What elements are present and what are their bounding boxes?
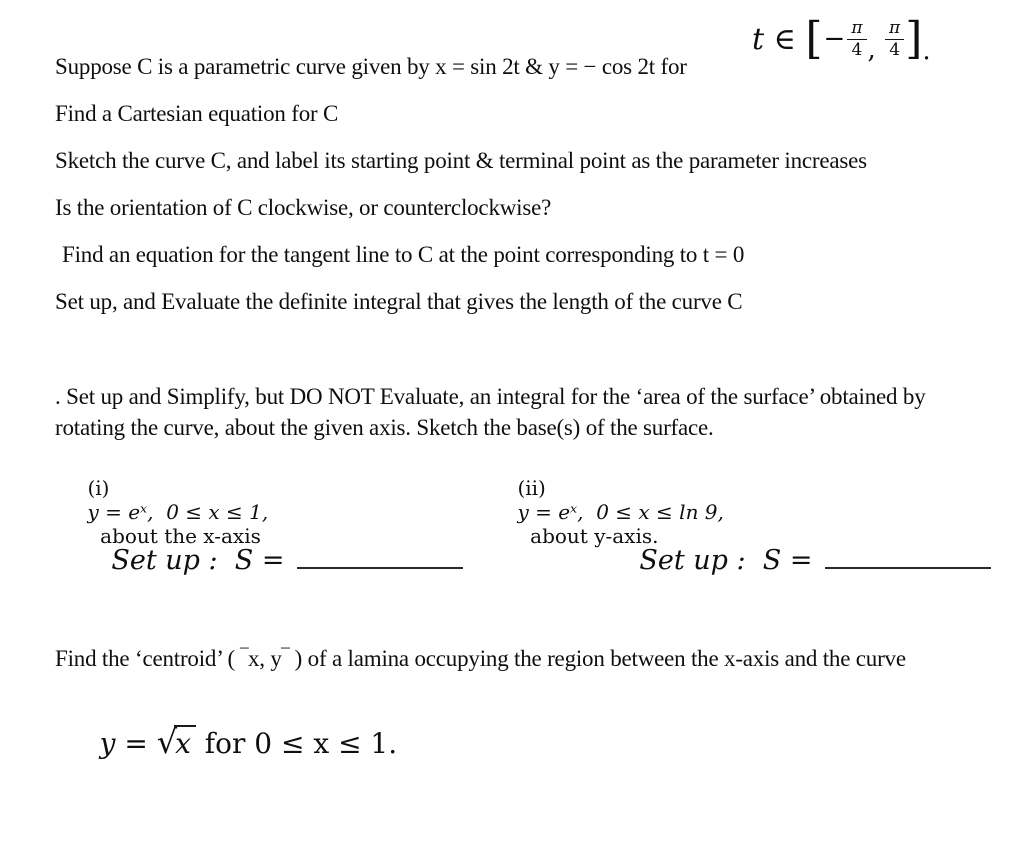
task-sketch-curve: Sketch the curve C, and label its starting point & terminal point as the parameter increases — [55, 148, 867, 173]
task-cartesian-equation: Find a Cartesian equation for C — [55, 101, 339, 126]
problem3-curve-equation — [64, 690, 397, 794]
fraction-numerator: π — [885, 19, 904, 40]
problem1-intro-text: Suppose C is a parametric curve given by x = sin 2t & y = − cos 2t for — [55, 54, 687, 79]
domain-comma: , — [867, 35, 885, 65]
equation-lhs: y = — [99, 727, 157, 760]
setup-answer-right — [605, 514, 991, 607]
item-ii-axis-text: about y-axis. — [517, 524, 659, 548]
problem2-statement-line1: . Set up and Simplify, but DO NOT Evaluate, an integral for the ‘area of the surface’ obtained by — [55, 384, 926, 409]
problem1-domain-expression — [752, 13, 931, 65]
item-ii-equation: y = eˣ, 0 ≤ x ≤ ln 9, — [517, 500, 724, 524]
domain-minus-sign: − — [823, 24, 846, 54]
task-arc-length: Set up, and Evaluate the definite integral that gives the length of the curve C — [55, 289, 743, 314]
fraction-denominator: 4 — [889, 39, 901, 60]
answer-blank-i — [297, 557, 463, 569]
domain-period: . — [922, 36, 931, 66]
item-ii-label: (ii) — [517, 476, 553, 500]
domain-close-bracket: ] — [905, 13, 923, 64]
radicand: x — [174, 725, 196, 760]
problem2-statement-line2: rotating the curve, about the given axis. Sketch the base(s) of the surface. — [55, 415, 714, 440]
domain-variable: t ∈ — [752, 21, 806, 57]
problem2-statement — [55, 381, 1020, 443]
answer-blank-ii — [825, 557, 991, 569]
equation-domain-text: for 0 ≤ x ≤ 1. — [195, 727, 398, 760]
domain-fraction-upper — [885, 19, 904, 59]
task-tangent-line: Find an equation for the tangent line to C at the point corresponding to t = 0 — [62, 242, 745, 267]
item-i-axis-text: about the x-axis — [87, 524, 261, 548]
fraction-denominator: 4 — [851, 39, 863, 60]
item-i-label: (i) — [87, 476, 116, 500]
fraction-numerator: π — [847, 19, 866, 40]
setup-answer-left — [77, 514, 463, 607]
radical-sign: √ — [156, 723, 178, 761]
setup-label-right: Set up : S = — [639, 545, 813, 576]
item-i-equation: y = eˣ, 0 ≤ x ≤ 1, — [87, 500, 269, 524]
domain-fraction-lower — [847, 19, 866, 59]
task-orientation: Is the orientation of C clockwise, or counterclockwise? — [55, 195, 552, 220]
problem3-statement: Find the ‘centroid’ ( ‾x, y‾ ) of a lamina occupying the region between the x-axis and the curve — [55, 646, 906, 671]
domain-open-bracket: [ — [805, 13, 823, 64]
setup-label-left: Set up : S = — [111, 545, 285, 576]
